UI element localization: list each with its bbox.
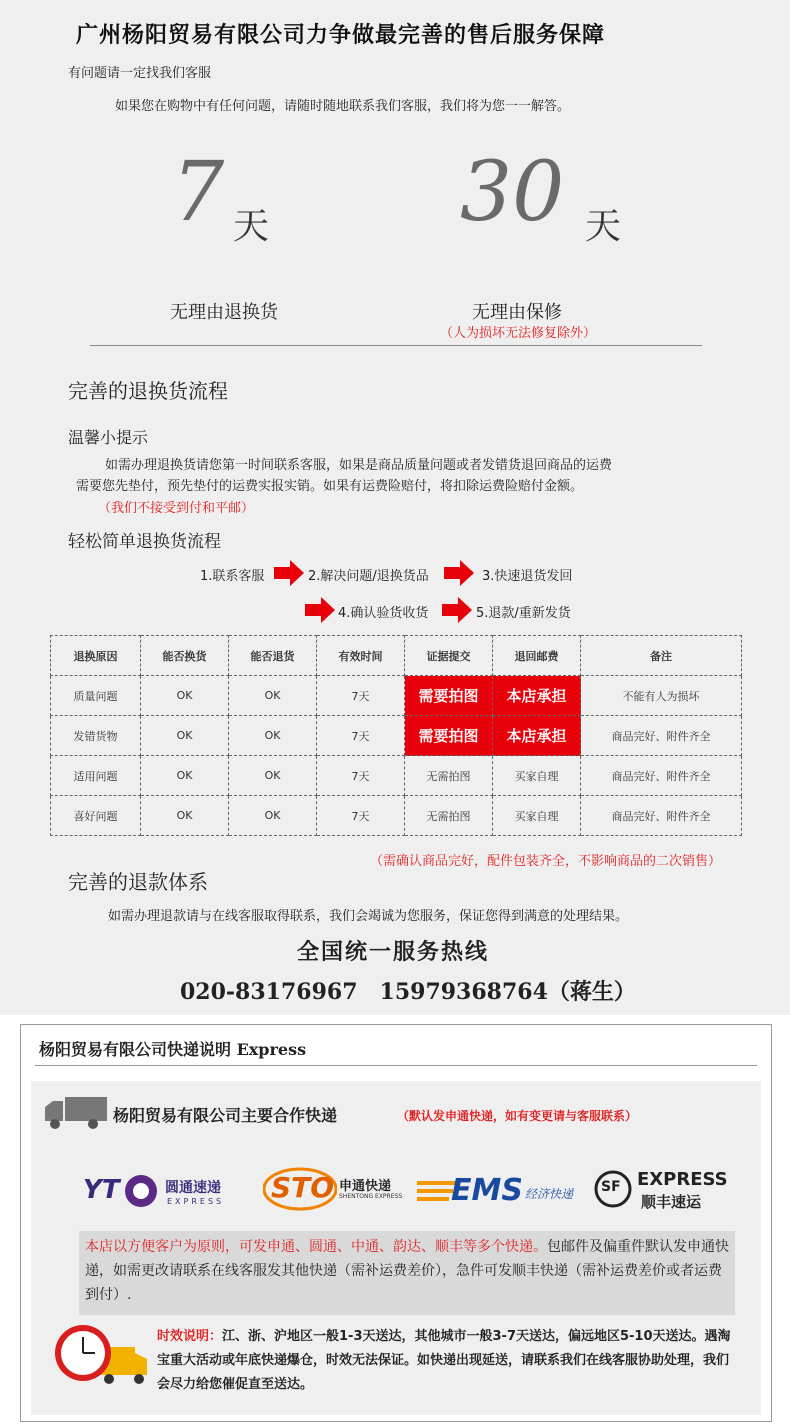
timing-label: 时效说明： (157, 1329, 223, 1344)
table-cell: OK (229, 716, 317, 756)
step-2: 2.解决问题/退换货品 (308, 569, 429, 584)
warranty-days-number: 30 (460, 145, 565, 240)
table-cell: OK (141, 716, 229, 756)
table-cell-highlight: 需要拍图 (405, 676, 493, 716)
sto-logo: STO 申通快递 SHENTONG EXPRESS (263, 1165, 403, 1215)
express-section (20, 1024, 772, 1422)
table-note: （需确认商品完好，配件包装齐全，不影响商品的二次销售） (370, 854, 722, 869)
return-days-unit: 天 (233, 206, 270, 247)
table-cell-highlight: 本店承担 (493, 676, 581, 716)
return-process-title: 完善的退换货流程 (68, 379, 228, 403)
warranty-days-unit: 天 (585, 206, 622, 247)
timing-text: 江、浙、沪地区一般1-3天送达，其他城市一般3-7天送达，偏远地区5-10天送达。遇淘宝重大活动或年底快递爆仓，时效无法保证。如快递出现延送，请联系我们在线客服协助处理，我们会尽力给您催促直至送达。 (157, 1329, 731, 1392)
tip-line-1: 如需办理退换货请您第一时间联系客服，如果是商品质量问题或者发错货退回商品的运费 (105, 458, 613, 473)
table-cell: 买家自理 (493, 756, 581, 796)
table-header: 能否换货 (141, 636, 229, 676)
table-row (51, 716, 742, 756)
table-cell-highlight: 需要拍图 (405, 716, 493, 756)
express-policy-note (79, 1231, 735, 1315)
timing-note (157, 1325, 737, 1397)
hotline-title: 全国统一服务热线 (297, 939, 490, 965)
table-header: 有效时间 (317, 636, 405, 676)
table-header: 备注 (581, 636, 742, 676)
table-cell: OK (141, 796, 229, 836)
refund-title: 完善的退款体系 (68, 870, 208, 894)
express-policy-highlight: 本店以方便客户为原则，可发申通、圆通、中通、韵达、顺丰等多个快递。 (85, 1239, 547, 1255)
arrow-right-icon (305, 597, 335, 623)
table-cell: 商品完好、附件齐全 (581, 756, 742, 796)
arrow-right-icon (442, 597, 472, 623)
step-5: 5.退款/重新发货 (476, 606, 571, 621)
table-cell: OK (229, 756, 317, 796)
warranty-note: （人为损坏无法修复除外） (440, 326, 597, 341)
flow-title: 轻松简单退换货流程 (68, 532, 221, 552)
table-cell: 买家自理 (493, 796, 581, 836)
table-cell: 无需拍图 (405, 796, 493, 836)
table-cell: OK (229, 676, 317, 716)
yto-mark-icon (123, 1173, 159, 1209)
table-cell: OK (141, 756, 229, 796)
page-title: 广州杨阳贸易有限公司力争做最完善的售后服务保障 (76, 22, 606, 48)
partners-title: 杨阳贸易有限公司主要合作快递 (113, 1106, 338, 1125)
return-label: 无理由退换货 (170, 302, 278, 323)
yto-logo: YT 圆通速递 EXPRESS (83, 1169, 243, 1215)
table-header: 退回邮费 (493, 636, 581, 676)
return-policy-table (50, 635, 742, 836)
warranty-label: 无理由保修 (472, 302, 562, 323)
table-cell: 商品完好、附件齐全 (581, 716, 742, 756)
table-cell: 7天 (317, 716, 405, 756)
subtitle: 有问题请一定找我们客服 (68, 66, 212, 81)
table-cell-highlight: 本店承担 (493, 716, 581, 756)
express-policy-text: 包邮件及偏重件默认发申通快递，如需更改请联系在线客服发其他快递（需补运费差价），急件可发顺丰快递（需补运费差价或者运费到付）. (85, 1239, 729, 1303)
table-header: 能否退货 (229, 636, 317, 676)
refund-desc: 如需办理退款请与在线客服取得联系，我们会竭诚为您服务，保证您得到满意的处理结果。 (108, 909, 629, 924)
intro-text: 如果您在购物中有任何问题，请随时随地联系我们客服，我们将为您一一解答。 (115, 99, 571, 114)
express-content (31, 1081, 761, 1415)
tip-note: （我们不接受到付和平邮） (98, 501, 255, 516)
return-days-number: 7 (172, 145, 225, 240)
table-cell: 7天 (317, 676, 405, 716)
table-cell: 质量问题 (51, 676, 141, 716)
step-3: 3.快速退货发回 (482, 569, 573, 584)
table-cell: 喜好问题 (51, 796, 141, 836)
step-4: 4.确认验货收货 (338, 606, 429, 621)
sf-logo: SF EXPRESS 顺丰速运 (593, 1167, 733, 1213)
table-cell: 发错货物 (51, 716, 141, 756)
hotline-numbers: 020-83176967 15979368764（蒋生） (180, 979, 636, 1005)
tip-line-2: 需要您先垫付，预先垫付的运费实报实销。如果有运费险赔付，将扣除运费险赔付金额。 (76, 479, 584, 494)
table-header: 退换原因 (51, 636, 141, 676)
divider (90, 345, 702, 346)
table-cell: 7天 (317, 796, 405, 836)
arrow-right-icon (444, 560, 474, 586)
divider (35, 1065, 757, 1066)
clock-delivery-icon (51, 1321, 151, 1391)
table-header-row (51, 636, 742, 676)
table-row (51, 756, 742, 796)
partners-note: （默认发申通快递，如有变更请与客服联系） (397, 1109, 638, 1123)
express-title: 杨阳贸易有限公司快递说明 Express (39, 1040, 307, 1059)
table-row (51, 676, 742, 716)
table-cell: OK (141, 676, 229, 716)
table-cell: 7天 (317, 756, 405, 796)
truck-icon (43, 1095, 109, 1131)
arrow-right-icon (274, 560, 304, 586)
table-cell: 适用问题 (51, 756, 141, 796)
table-row (51, 796, 742, 836)
table-cell: OK (229, 796, 317, 836)
step-1: 1.联系客服 (200, 569, 265, 584)
table-header: 证据提交 (405, 636, 493, 676)
table-cell: 无需拍图 (405, 756, 493, 796)
tip-title: 温馨小提示 (68, 428, 149, 447)
ems-logo: EMS 经济快递 (417, 1171, 577, 1211)
table-cell: 不能有人为损坏 (581, 676, 742, 716)
table-cell: 商品完好、附件齐全 (581, 796, 742, 836)
